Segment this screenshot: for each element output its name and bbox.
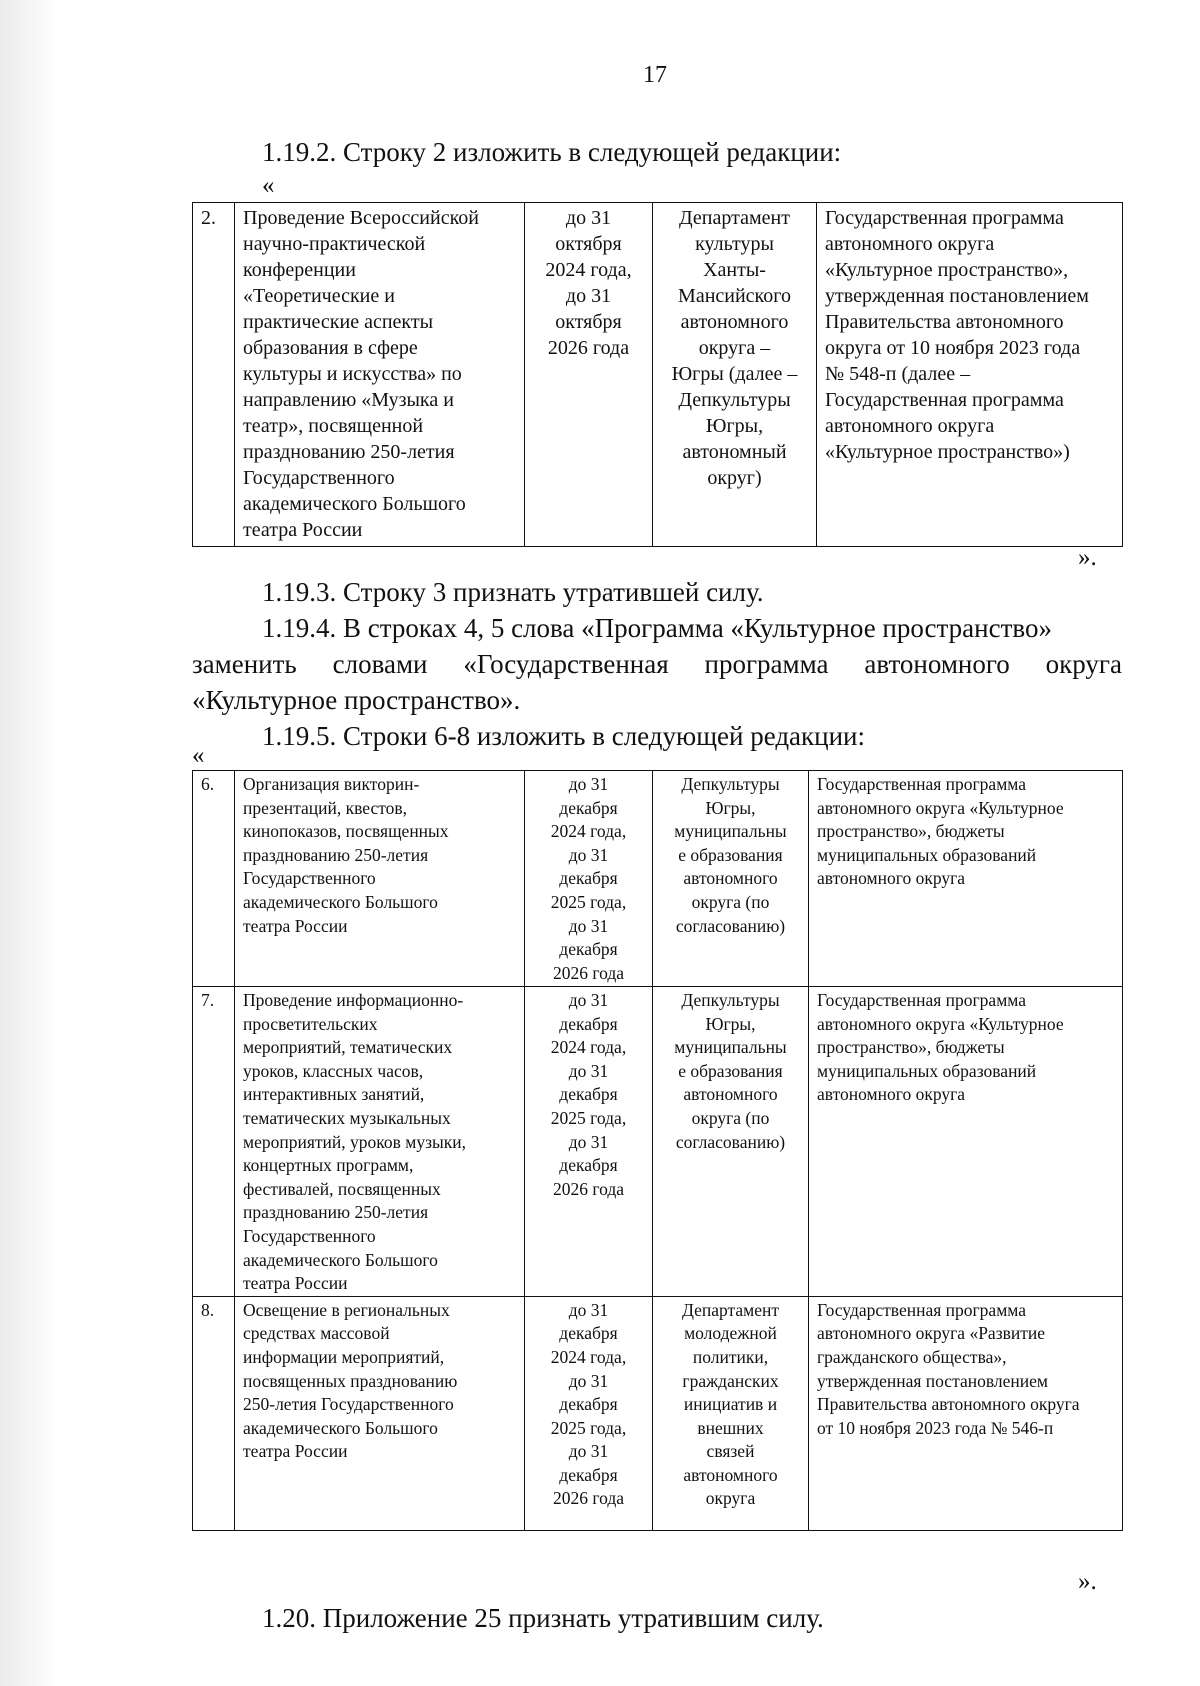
- deadline-line: 2026 года: [552, 1488, 625, 1509]
- executor-line: Департамент: [679, 207, 790, 229]
- event-line: презентаций, квестов,: [243, 797, 408, 818]
- funding-source-line: Государственная программа: [817, 774, 1026, 794]
- funding-source-line: автономного округа: [825, 233, 995, 255]
- deadline-line: до 31: [568, 1060, 609, 1081]
- funding-source-line: округа от 10 ноября 2023 года: [825, 337, 1081, 359]
- event-line: концертных программ,: [243, 1155, 414, 1176]
- deadline-line: 2024 года,: [545, 259, 632, 281]
- table-row: [193, 987, 1123, 1297]
- funding-source-line: Правительства автономного округа: [817, 1394, 1080, 1415]
- executor-line: Ханты-: [703, 259, 766, 281]
- funding-source-line: автономного округа «Культурное: [817, 1013, 1064, 1034]
- table2-body: [193, 771, 1123, 1531]
- executor-line: политики,: [692, 1346, 769, 1367]
- event-line: театра России: [243, 519, 363, 541]
- funding-source-line: № 548-п (далее –: [825, 363, 971, 385]
- deadline-cell: [525, 987, 653, 1297]
- row-number-cell: 7.: [193, 987, 235, 1297]
- event-line: конференции: [243, 259, 356, 281]
- event-line: посвященных празднованию: [243, 1370, 458, 1391]
- event-line: культуры и искусства» по: [243, 363, 462, 385]
- funding-source-line: муниципальных образований: [817, 1060, 1037, 1081]
- deadline-line: 2024 года,: [550, 821, 627, 842]
- event-line: празднованию 250-летия: [243, 441, 455, 463]
- executor-line: округа: [705, 1488, 756, 1509]
- executor-line: связей: [706, 1441, 755, 1462]
- executor-line: округа (по: [691, 1107, 770, 1128]
- funding-source-line: пространство», бюджеты: [817, 1037, 1005, 1058]
- funding-source-line: пространство», бюджеты: [817, 821, 1005, 842]
- close-quote-2: ».: [1078, 1568, 1097, 1595]
- deadline-line: до 31: [565, 285, 612, 307]
- deadline-line: до 31: [565, 207, 612, 229]
- deadline-line: 2024 года,: [550, 1037, 627, 1058]
- executor-line: согласованию): [675, 915, 786, 936]
- deadline-line: декабря: [559, 1084, 618, 1105]
- event-cell: [235, 987, 525, 1297]
- event-line: просветительских: [243, 1013, 378, 1034]
- event-line: академического Большого: [243, 1249, 438, 1270]
- funding-source-line: автономного округа: [817, 1084, 966, 1105]
- event-line: празднованию 250-летия: [243, 1202, 429, 1223]
- event-line: информации мероприятий,: [243, 1346, 445, 1367]
- deadline-line: декабря: [559, 1394, 618, 1415]
- deadline-line: декабря: [559, 797, 618, 818]
- row-number-cell: 6.: [193, 771, 235, 987]
- table-rows-6-8-amendment: [192, 770, 1123, 1531]
- deadline-line: 2025 года,: [550, 891, 627, 912]
- funding-source-cell: [809, 1296, 1123, 1530]
- executor-cell: [653, 1296, 809, 1530]
- deadline-line: до 31: [568, 1370, 609, 1391]
- close-quote-1: ».: [1078, 544, 1097, 571]
- executor-line: Югры,: [705, 797, 756, 818]
- table1-body: [193, 203, 1123, 547]
- table-row-2-amendment: [192, 202, 1123, 547]
- funding-source-line: автономного округа: [817, 868, 966, 889]
- executor-cell: [653, 987, 809, 1297]
- paragraph-1-19-4-line2: заменить словами «Государственная программа автономного округа: [192, 649, 1122, 679]
- page-number: 17: [643, 62, 667, 88]
- deadline-line: до 31: [568, 774, 609, 794]
- executor-line: Мансийского: [678, 285, 791, 307]
- deadline-line: 2025 года,: [550, 1107, 627, 1128]
- executor-line: Югры,: [705, 1013, 756, 1034]
- funding-source-cell: [809, 771, 1123, 987]
- executor-line: инициатив и: [683, 1394, 778, 1415]
- event-line: научно-практической: [243, 233, 426, 255]
- funding-source-line: Правительства автономного: [825, 311, 1064, 333]
- executor-line: Департамент: [681, 1299, 780, 1320]
- deadline-line: 2026 года: [547, 337, 630, 359]
- paragraph-1-19-4-line1: 1.19.4. В строках 4, 5 слова «Программа «Культурное пространство»: [262, 613, 1052, 643]
- deadline-line: до 31: [568, 844, 609, 865]
- executor-line: е образования: [678, 1060, 783, 1081]
- deadline-line: 2025 года,: [550, 1417, 627, 1438]
- deadline-line: до 31: [568, 1441, 609, 1462]
- deadline-line: декабря: [559, 939, 618, 960]
- deadline-line: 2024 года,: [550, 1346, 627, 1367]
- deadline-line: до 31: [568, 915, 609, 936]
- event-line: Проведение информационно-: [243, 990, 464, 1010]
- executor-line: внешних: [697, 1417, 764, 1438]
- event-line: Организация викторин-: [243, 774, 420, 794]
- executor-line: муниципальны: [674, 821, 787, 842]
- event-line: театр», посвященной: [243, 415, 424, 437]
- event-line: Государственного: [243, 1225, 376, 1246]
- deadline-line: 2026 года: [552, 1178, 625, 1199]
- deadline-line: до 31: [568, 990, 609, 1010]
- paragraph-1-19-3: 1.19.3. Строку 3 признать утратившей силу.: [262, 577, 764, 607]
- funding-source-line: Государственная программа: [817, 1299, 1026, 1320]
- executor-line: автономного: [680, 311, 789, 333]
- event-line: мероприятий, уроков музыки,: [243, 1131, 466, 1152]
- event-line: средствах массовой: [243, 1323, 390, 1344]
- executor-line: округа –: [698, 337, 771, 359]
- executor-line: округа (по: [691, 891, 770, 912]
- executor-line: Югры,: [705, 415, 764, 437]
- executor-cell: [653, 203, 817, 547]
- deadline-line: 2026 года: [552, 962, 625, 983]
- executor-line: культуры: [695, 233, 774, 255]
- executor-line: муниципальны: [674, 1037, 787, 1058]
- event-line: Государственного: [243, 467, 395, 489]
- event-line: тематических музыкальных: [243, 1107, 451, 1128]
- funding-source-line: утвержденная постановлением: [825, 285, 1089, 307]
- executor-line: е образования: [678, 844, 783, 865]
- executor-line: молодежной: [684, 1323, 777, 1344]
- event-line: направлению «Музыка и: [243, 389, 454, 411]
- deadline-line: до 31: [568, 1131, 609, 1152]
- executor-line: гражданских: [682, 1370, 779, 1391]
- funding-source-line: «Культурное пространство»): [825, 441, 1070, 463]
- deadline-line: до 31: [568, 1299, 609, 1320]
- funding-source-cell: [809, 987, 1123, 1297]
- deadline-cell: [525, 771, 653, 987]
- event-line: академического Большого: [243, 493, 466, 515]
- executor-line: автономного: [683, 1084, 778, 1105]
- executor-line: Депкультуры: [681, 774, 780, 794]
- event-line: фестивалей, посвященных: [243, 1178, 441, 1199]
- event-line: Освещение в региональных: [243, 1299, 450, 1320]
- event-line: мероприятий, тематических: [243, 1037, 453, 1058]
- paragraph-1-20: 1.20. Приложение 25 признать утратившим силу.: [262, 1603, 824, 1633]
- event-line: интерактивных занятий,: [243, 1084, 425, 1105]
- deadline-line: октября: [555, 311, 622, 333]
- event-line: академического Большого: [243, 891, 438, 912]
- table-row: [193, 203, 1123, 547]
- event-line: празднованию 250-летия: [243, 844, 429, 865]
- executor-line: автономного: [683, 868, 778, 889]
- event-line: театра России: [243, 1441, 348, 1462]
- funding-source-line: автономного округа «Развитие: [817, 1323, 1046, 1344]
- row-number-cell: 2.: [193, 203, 235, 547]
- event-line: практические аспекты: [243, 311, 434, 333]
- funding-source-line: «Культурное пространство»,: [825, 259, 1069, 281]
- event-line: «Теоретические и: [243, 285, 395, 307]
- table-row: [193, 771, 1123, 987]
- funding-source-cell: [817, 203, 1123, 547]
- event-line: уроков, классных часов,: [243, 1060, 424, 1081]
- paragraph-1-19-4-line3: «Культурное пространство».: [192, 685, 521, 715]
- event-line: образования в сфере: [243, 337, 418, 359]
- event-line: Государственного: [243, 868, 376, 889]
- open-quote-2: «: [192, 742, 205, 769]
- scan-edge-shadow: [0, 0, 60, 1686]
- deadline-line: октября: [555, 233, 622, 255]
- deadline-line: декабря: [559, 1155, 618, 1176]
- executor-line: округ): [707, 467, 762, 489]
- funding-source-line: от 10 ноября 2023 года № 546-п: [817, 1417, 1054, 1438]
- paragraph-1-19-5: 1.19.5. Строки 6-8 изложить в следующей редакции:: [262, 721, 866, 751]
- event-line: театра России: [243, 1273, 348, 1294]
- event-cell: [235, 203, 525, 547]
- event-line: Проведение Всероссийской: [243, 207, 479, 229]
- deadline-cell: [525, 203, 653, 547]
- deadline-line: декабря: [559, 868, 618, 889]
- executor-line: автономный: [682, 441, 787, 463]
- funding-source-line: Государственная программа: [817, 990, 1026, 1010]
- funding-source-line: гражданского общества»,: [817, 1346, 1007, 1367]
- executor-line: Депкультуры: [681, 990, 780, 1010]
- executor-line: Югры (далее –: [671, 363, 798, 385]
- deadline-line: декабря: [559, 1013, 618, 1034]
- executor-cell: [653, 771, 809, 987]
- executor-line: автономного: [683, 1464, 778, 1485]
- executor-line: Депкультуры: [678, 389, 791, 411]
- open-quote-1: «: [262, 172, 275, 199]
- deadline-cell: [525, 1296, 653, 1530]
- event-line: академического Большого: [243, 1417, 438, 1438]
- event-line: театра России: [243, 915, 348, 936]
- funding-source-line: Государственная программа: [825, 389, 1064, 411]
- funding-source-line: муниципальных образований: [817, 844, 1037, 865]
- deadline-line: декабря: [559, 1464, 618, 1485]
- deadline-line: декабря: [559, 1323, 618, 1344]
- event-cell: [235, 771, 525, 987]
- executor-line: согласованию): [675, 1131, 786, 1152]
- row-number-cell: 8.: [193, 1296, 235, 1530]
- event-line: 250-летия Государственного: [243, 1394, 454, 1415]
- event-cell: [235, 1296, 525, 1530]
- paragraph-1-19-2: 1.19.2. Строку 2 изложить в следующей редакции:: [262, 137, 842, 167]
- funding-source-line: Государственная программа: [825, 207, 1064, 229]
- funding-source-line: автономного округа: [825, 415, 995, 437]
- funding-source-line: утвержденная постановлением: [817, 1370, 1048, 1391]
- event-line: кинопоказов, посвященных: [243, 821, 449, 842]
- table-row: [193, 1296, 1123, 1530]
- funding-source-line: автономного округа «Культурное: [817, 797, 1064, 818]
